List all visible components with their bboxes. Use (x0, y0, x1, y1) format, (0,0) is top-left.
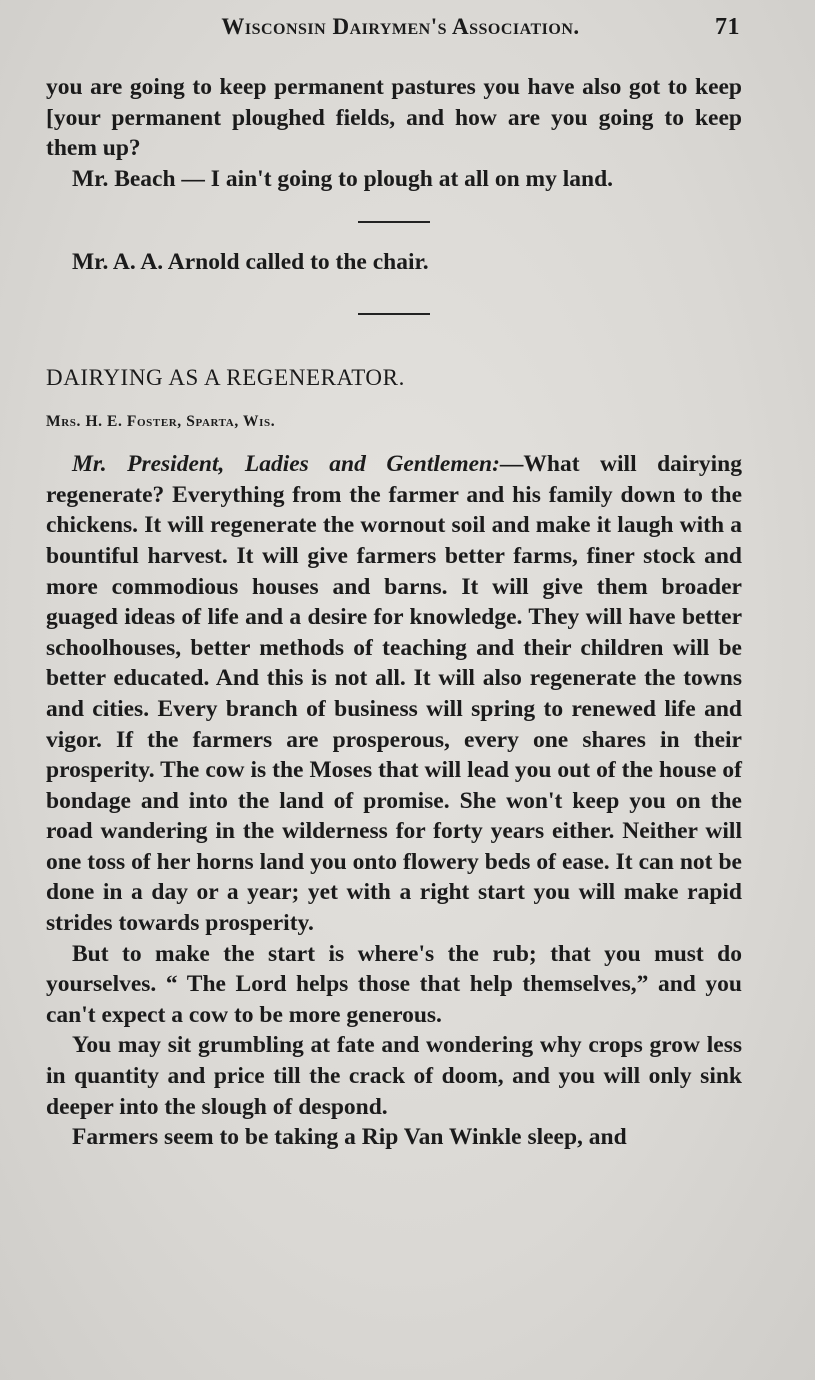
salutation: Mr. President, Ladies and Gentlemen: (72, 451, 500, 478)
article-byline: Mrs. H. E. Foster, Sparta, Wis. (46, 412, 276, 430)
running-header (46, 14, 740, 41)
article-paragraph: You may sit grumbling at fate and wondering why crops grow less in quantity and price till the crack of doom, and you will only sink deeper into the slough of despond. (46, 1032, 742, 1120)
article-paragraph: But to make the start is where's the rub; that you must do yourselves. “ The Lord helps those that help themselves,” and you can't expect a cow to be more generous. (46, 940, 742, 1028)
speaker-reply: Mr. Beach — I ain't going to plough at all on my land. (72, 165, 614, 192)
paragraph-text: —What will dairying regenerate? Everything from the farmer and his family down to the chickens. It will regenerate the wornout soil and make it laugh with a bountiful harvest. It will give farmers better farms, finer stock and more commodious houses and barns. It will give them broader guaged ideas of life and a desire for knowledge. They will have better schoolhouses, better methods of teaching and their children will be better educated. And this is not all. It will also regenerate the towns and cities. Every branch of business will spring to renewed life and vigor. If the farmers are prosperous, every one shares in their prosperity. The cow is the Moses that will lead you out of the house of bondage and into the land of promise. She won't keep you on the road wandering in the wilderness for forty years either. Neither will one toss of her horns land you onto flowery beds of ease. It can not be done in a day or a year; yet with a right start you will make rapid strides towards prosperity. (46, 451, 742, 937)
running-title: Wisconsin Dairymen's Association. (221, 14, 580, 39)
article-paragraph: Farmers seem to be taking a Rip Van Winkle sleep, and (72, 1124, 627, 1151)
article-title: DAIRYING AS A REGENERATOR. (46, 364, 405, 390)
page-body (46, 72, 742, 1153)
carryover-paragraph: you are going to keep permanent pastures you have also got to keep [your permanent ploughed fields, and how are you going to keep them up? (46, 74, 742, 162)
chair-notice: Mr. A. A. Arnold called to the chair. (72, 249, 429, 276)
page-number: 71 (715, 14, 740, 40)
article-paragraph (46, 449, 742, 939)
